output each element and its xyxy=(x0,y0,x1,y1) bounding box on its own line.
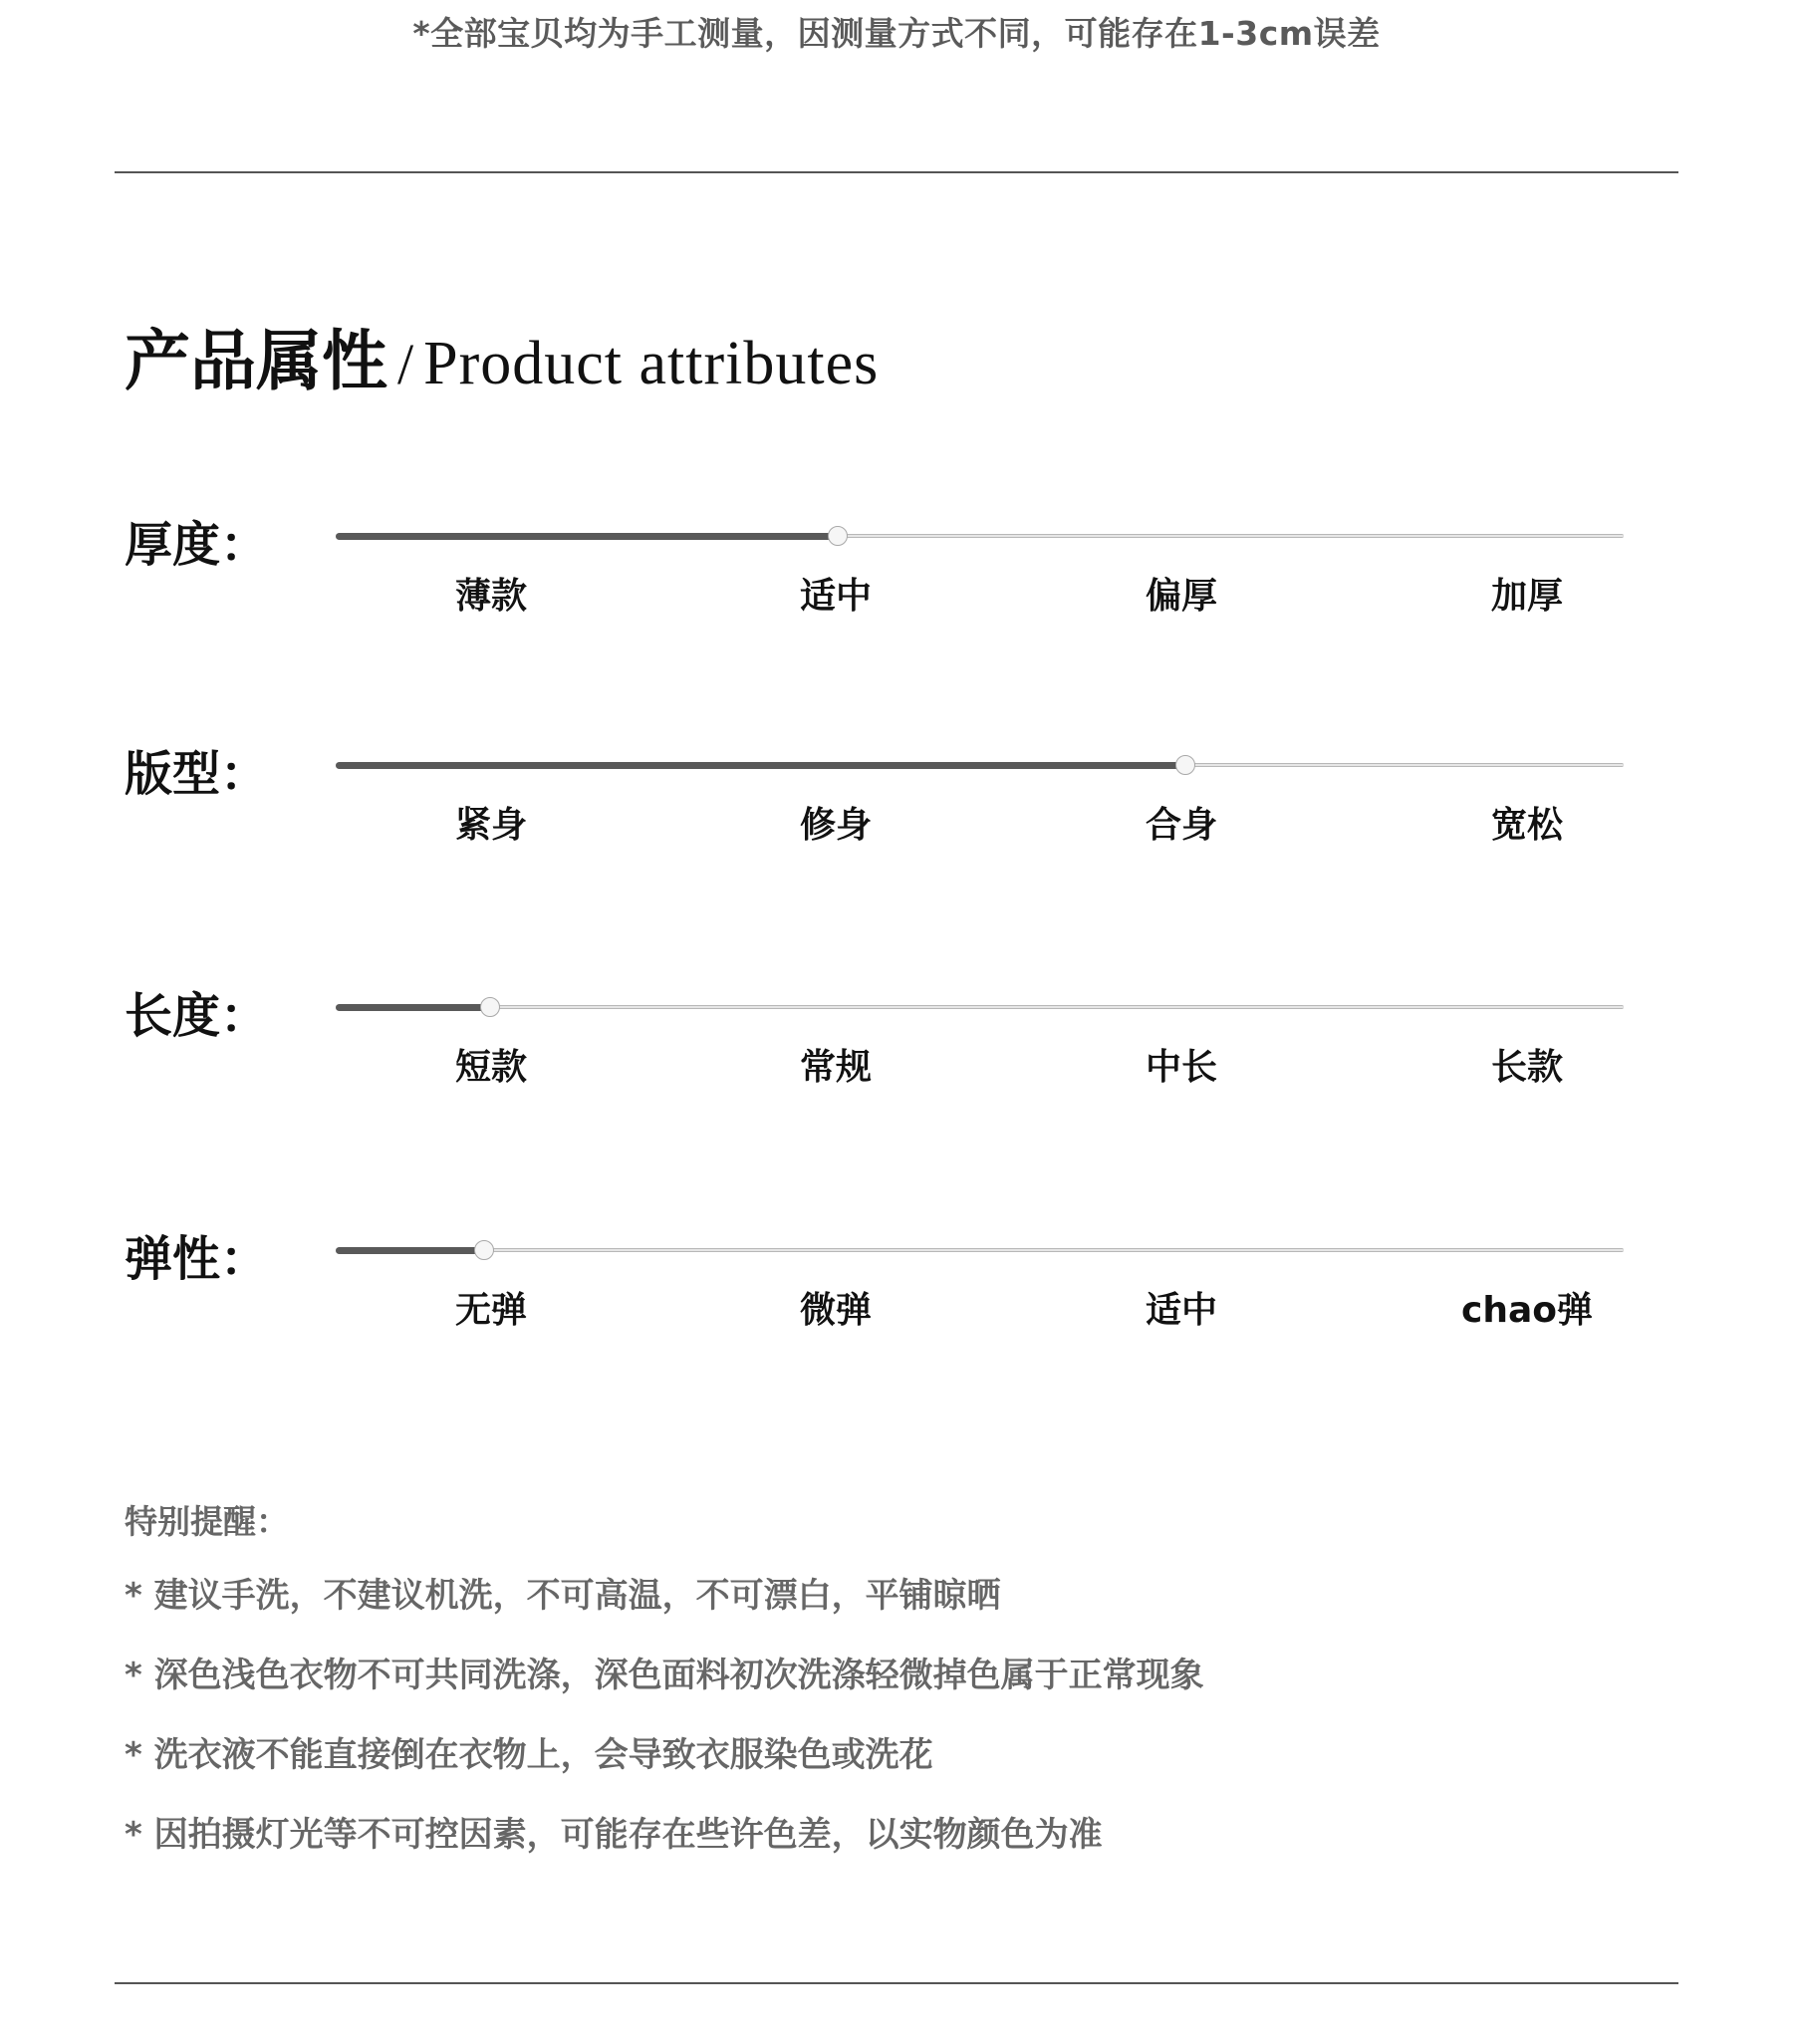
notes-title: 特别提醒： xyxy=(125,1502,289,1541)
bottom-divider xyxy=(115,1982,1678,1984)
note-item: * 深色浅色衣物不可共同洗涤，深色面料初次洗涤轻微掉色属于正常现象 xyxy=(125,1656,1204,1695)
scale-knob xyxy=(828,526,848,546)
note-item: * 建议手洗，不建议机洗，不可高温，不可漂白，平铺晾晒 xyxy=(125,1576,1001,1616)
scale-option: 无弹 xyxy=(454,1290,527,1331)
attribute-label: 长度： xyxy=(125,988,269,1044)
notes-list xyxy=(125,1576,1204,1895)
scale-fill xyxy=(336,762,1185,769)
scale-option: 适中 xyxy=(1145,1290,1217,1331)
scale-option: 常规 xyxy=(799,1047,872,1088)
attribute-label: 厚度： xyxy=(125,517,269,573)
scale-option: 合身 xyxy=(1145,805,1217,846)
scale-option: chao弹 xyxy=(1461,1290,1593,1331)
top-divider xyxy=(115,171,1678,173)
scale-option: 中长 xyxy=(1145,1047,1217,1088)
scale-track xyxy=(336,1248,1624,1252)
scale-option: 加厚 xyxy=(1490,576,1563,617)
scale-option: 薄款 xyxy=(454,576,527,617)
scale-fill xyxy=(336,1004,490,1011)
section-title-en: Product attributes xyxy=(423,330,880,397)
attribute-row-fit xyxy=(0,746,1793,887)
attribute-row-elasticity xyxy=(0,1231,1793,1372)
scale-fill xyxy=(336,1247,484,1254)
scale-knob xyxy=(474,1240,494,1260)
scale-option: 紧身 xyxy=(454,805,527,846)
scale-fill xyxy=(336,533,838,540)
scale-option: 微弹 xyxy=(799,1290,872,1331)
scale-option: 修身 xyxy=(799,805,872,846)
note-item: * 因拍摄灯光等不可控因素，可能存在些许色差，以实物颜色为准 xyxy=(125,1815,1103,1855)
attribute-row-length xyxy=(0,988,1793,1129)
section-title-separator: / xyxy=(397,332,414,396)
scale-track xyxy=(336,1005,1624,1009)
note-item: * 洗衣液不能直接倒在衣物上，会导致衣服染色或洗花 xyxy=(125,1735,933,1775)
attribute-row-thickness xyxy=(0,517,1793,657)
section-title-cn: 产品属性 xyxy=(125,323,387,399)
attribute-label: 弹性： xyxy=(125,1231,269,1287)
top-note: *全部宝贝均为手工测量，因测量方式不同，可能存在1-3cm误差 xyxy=(412,14,1381,53)
scale-option: 偏厚 xyxy=(1145,576,1217,617)
scale-knob xyxy=(480,997,500,1017)
scale-knob xyxy=(1175,755,1195,775)
scale-option: 适中 xyxy=(799,576,872,617)
scale-option: 短款 xyxy=(454,1047,527,1088)
attribute-label: 版型： xyxy=(125,746,269,802)
section-title xyxy=(125,323,880,399)
scale-option: 长款 xyxy=(1490,1047,1563,1088)
scale-option: 宽松 xyxy=(1490,805,1563,846)
